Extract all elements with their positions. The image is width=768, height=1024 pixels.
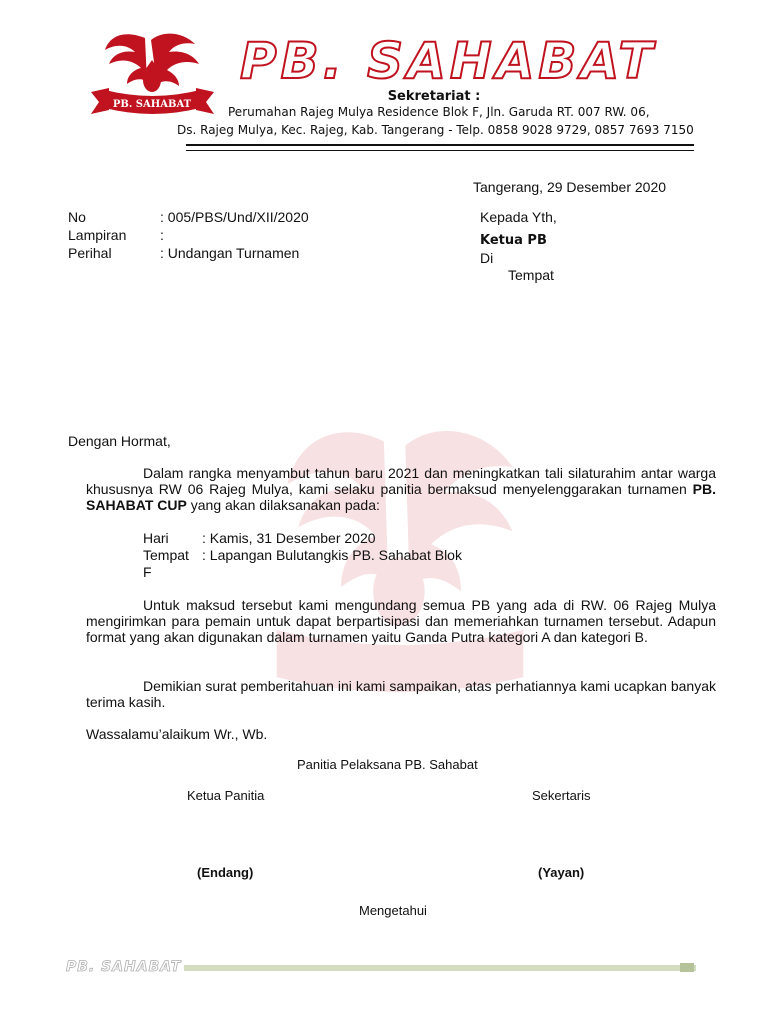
logo-text: PB. SAHABAT <box>112 99 192 110</box>
footer-bar <box>184 965 696 971</box>
event-label-tempat: Tempat <box>143 547 189 563</box>
committee: Panitia Pelaksana PB. Sahabat <box>297 757 478 772</box>
event-name: PB. SAHABAT CUP <box>86 481 716 513</box>
recipient-tempat: Tempat <box>508 267 554 283</box>
header-rule-thin <box>186 150 694 151</box>
place-date: Tangerang, 29 Desember 2020 <box>473 179 667 195</box>
paragraph-2 <box>86 597 716 645</box>
address-line-2: Ds. Rajeg Mulya, Kec. Rajeg, Kab. Tangerang - Telp. 0858 9028 9729, 0857 7693 7150 <box>177 123 694 137</box>
recipient-name: Ketua PB <box>480 233 547 248</box>
address-line-1: Perumahan Rajeg Mulya Residence Blok F, Jln. Garuda RT. 007 RW. 06, <box>228 105 650 119</box>
acknowledged: Mengetahui <box>359 903 427 918</box>
meta-label-lampiran: Lampiran <box>68 227 127 243</box>
paragraph-3 <box>86 678 716 710</box>
sign-right-role: Sekertaris <box>532 788 591 803</box>
brand-title: PB. SAHABAT <box>240 32 657 90</box>
event-value-hari: : Kamis, 31 Desember 2020 <box>202 530 376 546</box>
event-value-wrap: F <box>143 564 152 580</box>
header-rule-thick <box>186 144 694 146</box>
eagle-logo-icon <box>85 30 220 120</box>
p1-tail: yang akan dilaksanakan pada: <box>186 497 380 513</box>
sekretariat-title: Sekretariat : <box>387 89 481 104</box>
sign-left-role: Ketua Panitia <box>187 788 265 803</box>
p2-text: Untuk maksud tersebut kami mengundang semua PB yang ada di RW. 06 Rajeg Mulya mengirimkan para pemain untuk dapat berpartisipasi dan memeriahkan turnamen tersebut. Adapun format yang akan digunakan dalam turnamen yaitu Ganda Putra kategori A dan kategori B. <box>86 597 716 645</box>
sign-left-name: (Endang) <box>197 865 254 880</box>
footer-box <box>680 963 694 972</box>
p3-text: Demikian surat pemberitahuan ini kami sampaikan, atas perhatiannya kami ucapkan banyak terima kasih. <box>86 678 716 710</box>
footer-brand: PB. SAHABAT <box>66 959 182 975</box>
event-label-hari: Hari <box>143 530 169 546</box>
meta-value-no: : 005/PBS/Und/XII/2020 <box>160 209 309 225</box>
meta-value-perihal: : Undangan Turnamen <box>160 245 300 261</box>
p1-text: Dalam rangka menyambut tahun baru 2021 dan meningkatkan tali silaturahim antar warga khususnya RW 06 Rajeg Mulya, kami selaku panitia bermaksud menyelenggarakan turnamen <box>86 465 716 497</box>
paragraph-1 <box>86 465 716 513</box>
recipient-di: Di <box>480 250 494 266</box>
event-value-tempat: : Lapangan Bulutangkis PB. Sahabat Blok <box>202 547 462 563</box>
meta-label-perihal: Perihal <box>68 245 112 261</box>
sign-right-name: (Yayan) <box>538 865 585 880</box>
greeting: Dengan Hormat, <box>68 433 171 449</box>
closing: Wassalamu’alaikum Wr., Wb. <box>86 726 268 742</box>
meta-value-lampiran: : <box>160 227 164 243</box>
recipient-kepada: Kepada Yth, <box>480 209 557 225</box>
meta-label-no: No <box>68 209 86 225</box>
